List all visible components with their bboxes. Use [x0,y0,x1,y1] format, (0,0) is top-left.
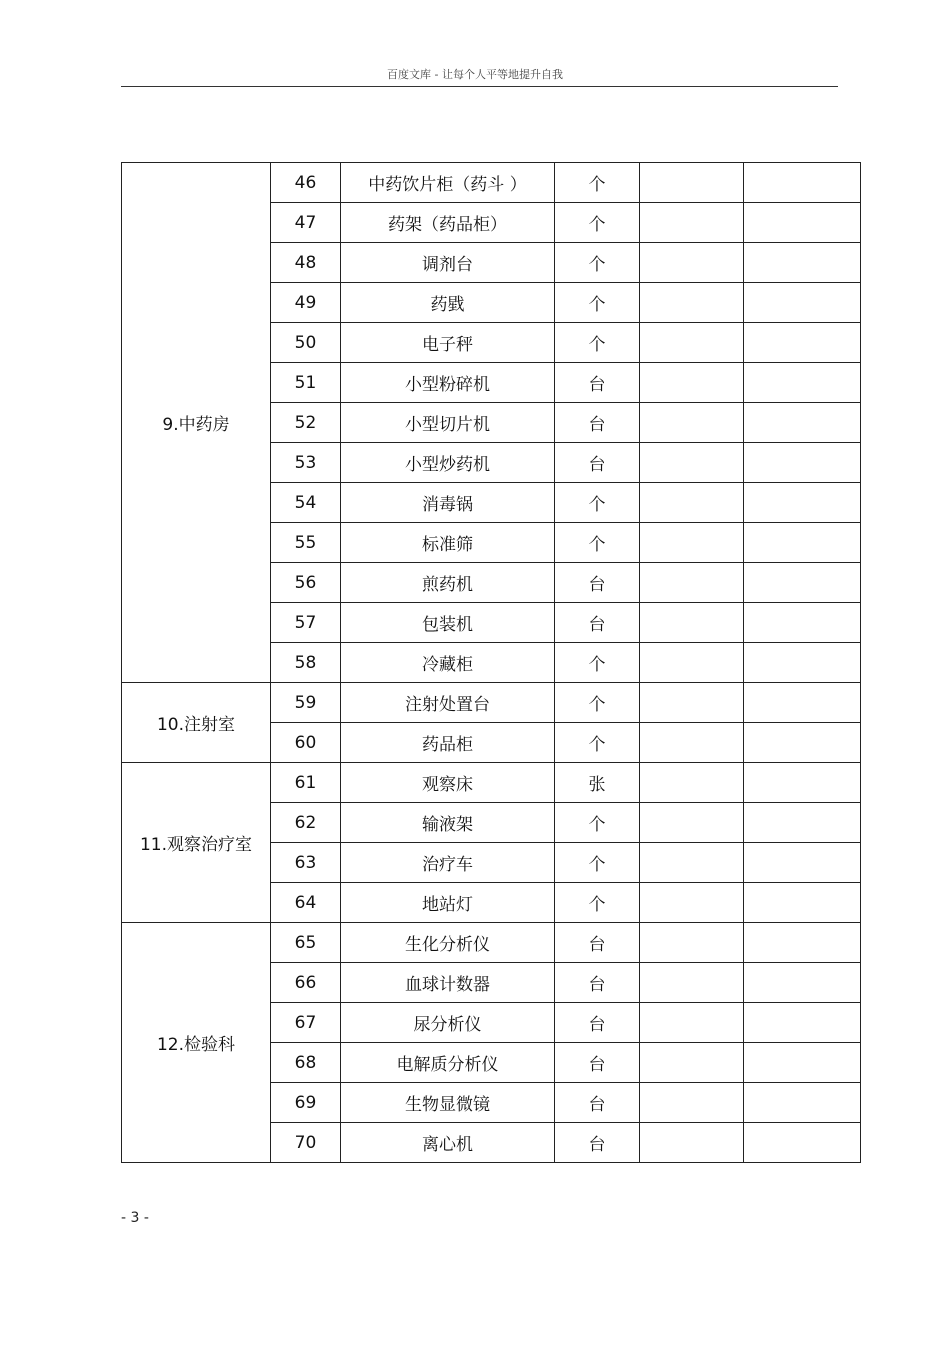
empty-cell [744,603,861,643]
empty-cell [744,1003,861,1043]
item-unit-cell: 台 [555,923,640,963]
empty-cell [744,723,861,763]
department-cell: 11.观察治疗室 [122,763,271,923]
empty-cell [744,1123,861,1163]
item-unit-cell: 个 [555,643,640,683]
item-name-cell: 中药饮片柜（药斗 ） [341,163,555,203]
item-name-cell: 消毒锅 [341,483,555,523]
item-number-cell: 67 [271,1003,341,1043]
empty-cell [744,683,861,723]
item-number-cell: 56 [271,563,341,603]
item-number-cell: 69 [271,1083,341,1123]
item-number-cell: 59 [271,683,341,723]
item-unit-cell: 个 [555,283,640,323]
item-number-cell: 62 [271,803,341,843]
empty-cell [640,563,744,603]
empty-cell [640,483,744,523]
empty-cell [640,1083,744,1123]
item-name-cell: 小型切片机 [341,403,555,443]
item-name-cell: 药戥 [341,283,555,323]
item-name-cell: 生化分析仪 [341,923,555,963]
item-name-cell: 煎药机 [341,563,555,603]
item-name-cell: 输液架 [341,803,555,843]
item-name-cell: 尿分析仪 [341,1003,555,1043]
item-name-cell: 离心机 [341,1123,555,1163]
item-name-cell: 治疗车 [341,843,555,883]
empty-cell [640,963,744,1003]
item-name-cell: 标准筛 [341,523,555,563]
empty-cell [640,843,744,883]
equipment-table-body [122,163,861,1163]
empty-cell [640,203,744,243]
empty-cell [640,803,744,843]
item-name-cell: 地站灯 [341,883,555,923]
item-number-cell: 63 [271,843,341,883]
item-name-cell: 小型炒药机 [341,443,555,483]
item-name-cell: 药品柜 [341,723,555,763]
item-name-cell: 包装机 [341,603,555,643]
item-number-cell: 65 [271,923,341,963]
item-unit-cell: 张 [555,763,640,803]
item-number-cell: 66 [271,963,341,1003]
page-number: - 3 - [121,1210,149,1226]
item-name-cell: 观察床 [341,763,555,803]
equipment-table [121,162,861,1163]
item-number-cell: 46 [271,163,341,203]
empty-cell [640,283,744,323]
item-number-cell: 51 [271,363,341,403]
empty-cell [640,643,744,683]
empty-cell [640,523,744,563]
item-unit-cell: 台 [555,563,640,603]
item-number-cell: 52 [271,403,341,443]
item-name-cell: 血球计数器 [341,963,555,1003]
table-row [122,923,861,963]
item-number-cell: 58 [271,643,341,683]
item-number-cell: 57 [271,603,341,643]
item-number-cell: 54 [271,483,341,523]
item-unit-cell: 台 [555,963,640,1003]
empty-cell [744,483,861,523]
item-unit-cell: 个 [555,683,640,723]
item-number-cell: 49 [271,283,341,323]
empty-cell [640,763,744,803]
empty-cell [640,683,744,723]
empty-cell [744,843,861,883]
empty-cell [744,1083,861,1123]
item-unit-cell: 个 [555,243,640,283]
item-number-cell: 64 [271,883,341,923]
item-unit-cell: 个 [555,723,640,763]
empty-cell [744,203,861,243]
item-name-cell: 生物显微镜 [341,1083,555,1123]
item-unit-cell: 台 [555,603,640,643]
empty-cell [744,803,861,843]
empty-cell [744,643,861,683]
empty-cell [640,603,744,643]
item-unit-cell: 个 [555,323,640,363]
item-unit-cell: 个 [555,843,640,883]
item-number-cell: 68 [271,1043,341,1083]
item-unit-cell: 台 [555,363,640,403]
item-unit-cell: 台 [555,1003,640,1043]
empty-cell [744,323,861,363]
item-unit-cell: 台 [555,1083,640,1123]
empty-cell [640,363,744,403]
item-unit-cell: 个 [555,163,640,203]
empty-cell [640,1043,744,1083]
empty-cell [640,323,744,363]
empty-cell [744,963,861,1003]
item-name-cell: 注射处置台 [341,683,555,723]
item-number-cell: 55 [271,523,341,563]
page-header: 百度文库 - 让每个人平等地提升自我 [387,68,563,81]
item-unit-cell: 个 [555,203,640,243]
empty-cell [640,163,744,203]
table-row [122,163,861,203]
empty-cell [744,523,861,563]
department-cell: 12.检验科 [122,923,271,1163]
item-number-cell: 48 [271,243,341,283]
empty-cell [744,563,861,603]
item-name-cell: 冷藏柜 [341,643,555,683]
empty-cell [744,883,861,923]
item-unit-cell: 台 [555,1123,640,1163]
item-name-cell: 小型粉碎机 [341,363,555,403]
item-number-cell: 61 [271,763,341,803]
item-number-cell: 47 [271,203,341,243]
empty-cell [744,1043,861,1083]
empty-cell [640,403,744,443]
item-unit-cell: 台 [555,1043,640,1083]
header-divider [121,86,838,87]
item-unit-cell: 个 [555,883,640,923]
item-number-cell: 50 [271,323,341,363]
item-unit-cell: 个 [555,803,640,843]
empty-cell [744,283,861,323]
department-cell: 10.注射室 [122,683,271,763]
empty-cell [744,163,861,203]
empty-cell [640,243,744,283]
item-unit-cell: 台 [555,443,640,483]
empty-cell [640,1123,744,1163]
empty-cell [744,243,861,283]
empty-cell [744,763,861,803]
empty-cell [744,923,861,963]
table-row [122,763,861,803]
empty-cell [744,443,861,483]
item-number-cell: 53 [271,443,341,483]
item-unit-cell: 个 [555,483,640,523]
item-number-cell: 60 [271,723,341,763]
empty-cell [640,443,744,483]
empty-cell [744,363,861,403]
item-name-cell: 调剂台 [341,243,555,283]
item-name-cell: 电子秤 [341,323,555,363]
item-unit-cell: 台 [555,403,640,443]
table-row [122,683,861,723]
empty-cell [640,883,744,923]
empty-cell [640,1003,744,1043]
item-number-cell: 70 [271,1123,341,1163]
department-cell: 9.中药房 [122,163,271,683]
empty-cell [640,923,744,963]
item-name-cell: 电解质分析仪 [341,1043,555,1083]
empty-cell [744,403,861,443]
empty-cell [640,723,744,763]
item-unit-cell: 个 [555,523,640,563]
item-name-cell: 药架（药品柜） [341,203,555,243]
